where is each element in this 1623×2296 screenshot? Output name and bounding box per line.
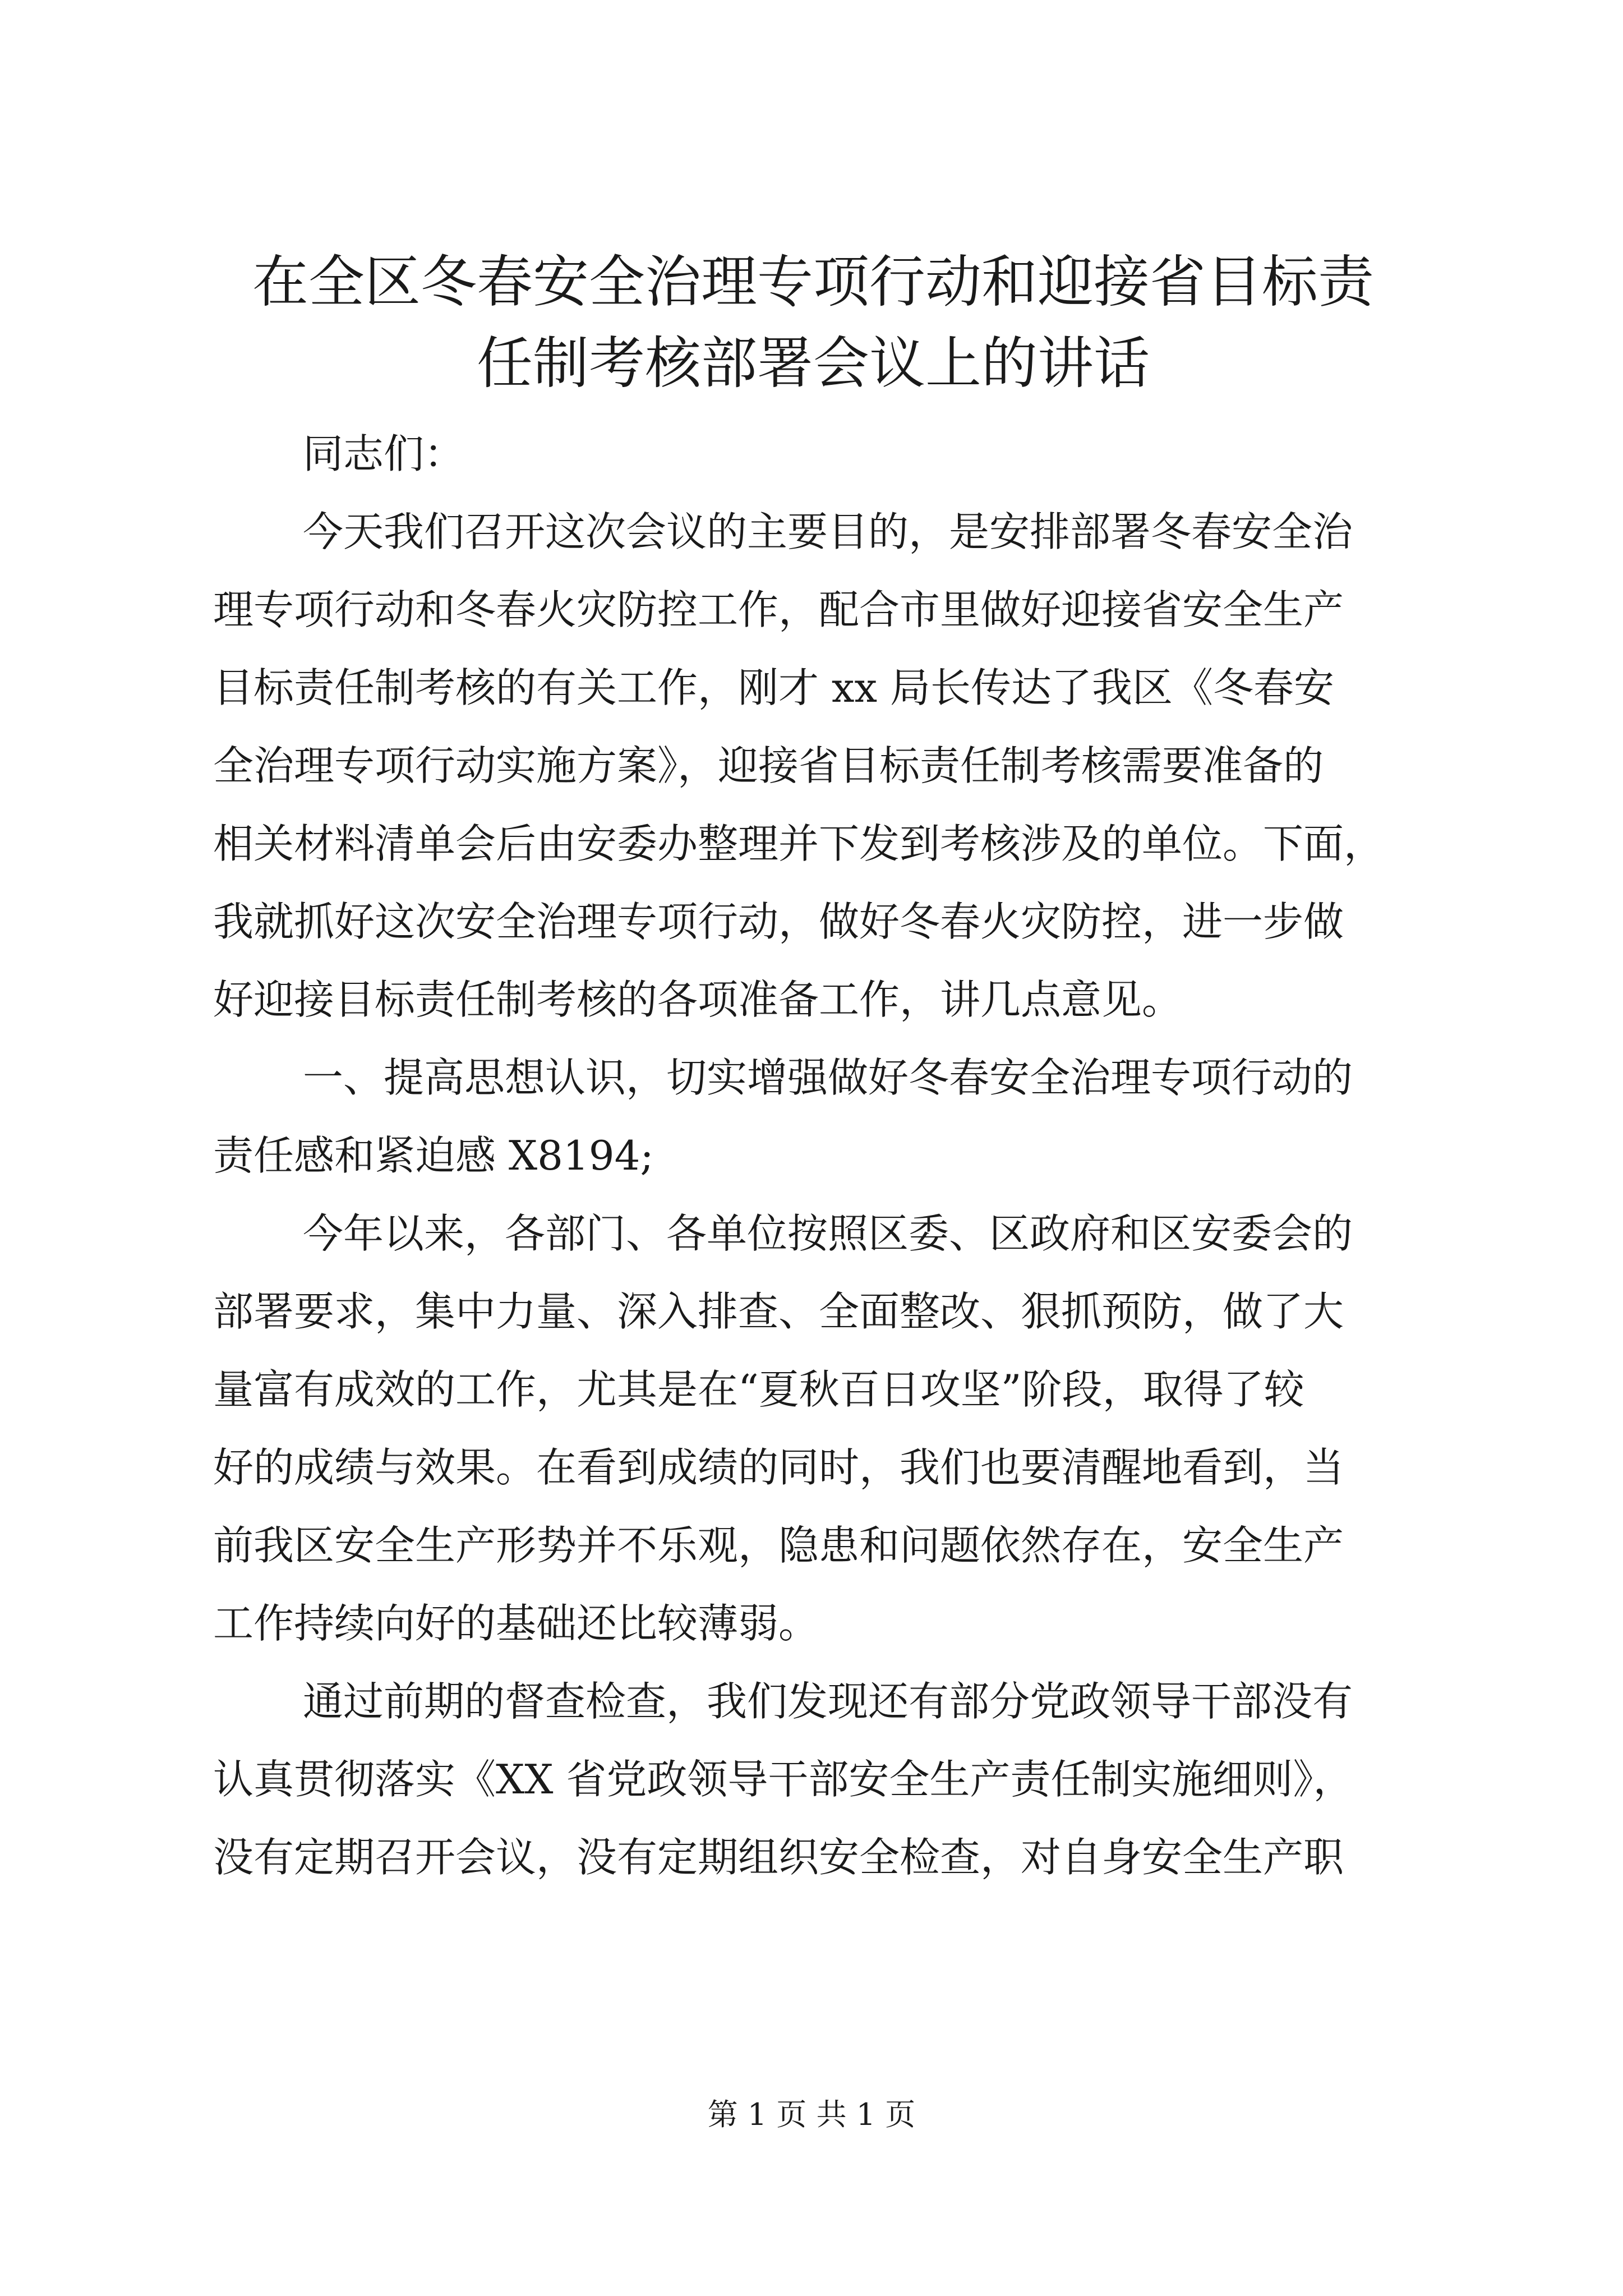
intro-paragraph [213,493,1424,1039]
paragraph-line: 责任感和紧迫感 X8194; [213,1132,654,1179]
document-title [213,241,1413,404]
paragraph-line: 前我区安全生产形势并不乐观，隐患和问题依然存在，安全生产 [213,1522,1344,1569]
paragraph-line: 认真贯彻落实《XX 省党政领导干部安全生产责任制实施细则》， [213,1756,1354,1803]
paragraph-line: 我就抓好这次安全治理专项行动，做好冬春火灾防控，进一步做 [213,898,1344,945]
salutation-paragraph [213,415,1424,493]
body-paragraph [213,1663,1424,1897]
paragraph-line: 同志们： [303,430,465,477]
paragraph-line: 今年以来，各部门、各单位按照区委、区政府和区安委会的 [303,1210,1353,1257]
title-line: 在全区冬春安全治理专项行动和迎接省目标责 [252,249,1374,315]
paragraph-line: 好的成绩与效果。在看到成绩的同时，我们也要清醒地看到，当 [213,1444,1344,1491]
paragraph-line: 今天我们召开这次会议的主要目的，是安排部署冬春安全治 [303,508,1353,555]
paragraph-line: 量富有成效的工作，尤其是在“夏秋百日攻坚”阶段，取得了较 [213,1366,1304,1413]
paragraph-line: 部署要求，集中力量、深入排查、全面整改、狠抓预防，做了大 [213,1288,1344,1335]
page-number-footer: 第 1 页 共 1 页 [707,2097,916,2132]
body-paragraph [213,1195,1424,1663]
paragraph-line: 相关材料清单会后由安委办整理并下发到考核涉及的单位。下面， [213,820,1385,867]
paragraph-line: 好迎接目标责任制考核的各项准备工作，讲几点意见。 [213,976,1183,1023]
title-line: 任制考核部署会议上的讲话 [477,330,1150,396]
paragraph-line: 工作持续向好的基础还比较薄弱。 [213,1600,819,1647]
paragraph-line: 理专项行动和冬春火灾防控工作，配合市里做好迎接省安全生产 [213,586,1344,633]
document-body [213,415,1424,1897]
paragraph-line: 全治理专项行动实施方案》，迎接省目标责任制考核需要准备的 [213,742,1324,789]
paragraph-line: 没有定期召开会议，没有定期组织安全检查，对自身安全生产职 [213,1834,1344,1881]
paragraph-line: 通过前期的督查检查，我们发现还有部分党政领导干部没有 [303,1678,1353,1725]
paragraph-line: 一、提高思想认识，切实增强做好冬春安全治理专项行动的 [303,1054,1353,1101]
section-heading-paragraph [213,1039,1424,1195]
paragraph-line: 目标责任制考核的有关工作，刚才 xx 局长传达了我区《冬春安 [213,664,1334,711]
